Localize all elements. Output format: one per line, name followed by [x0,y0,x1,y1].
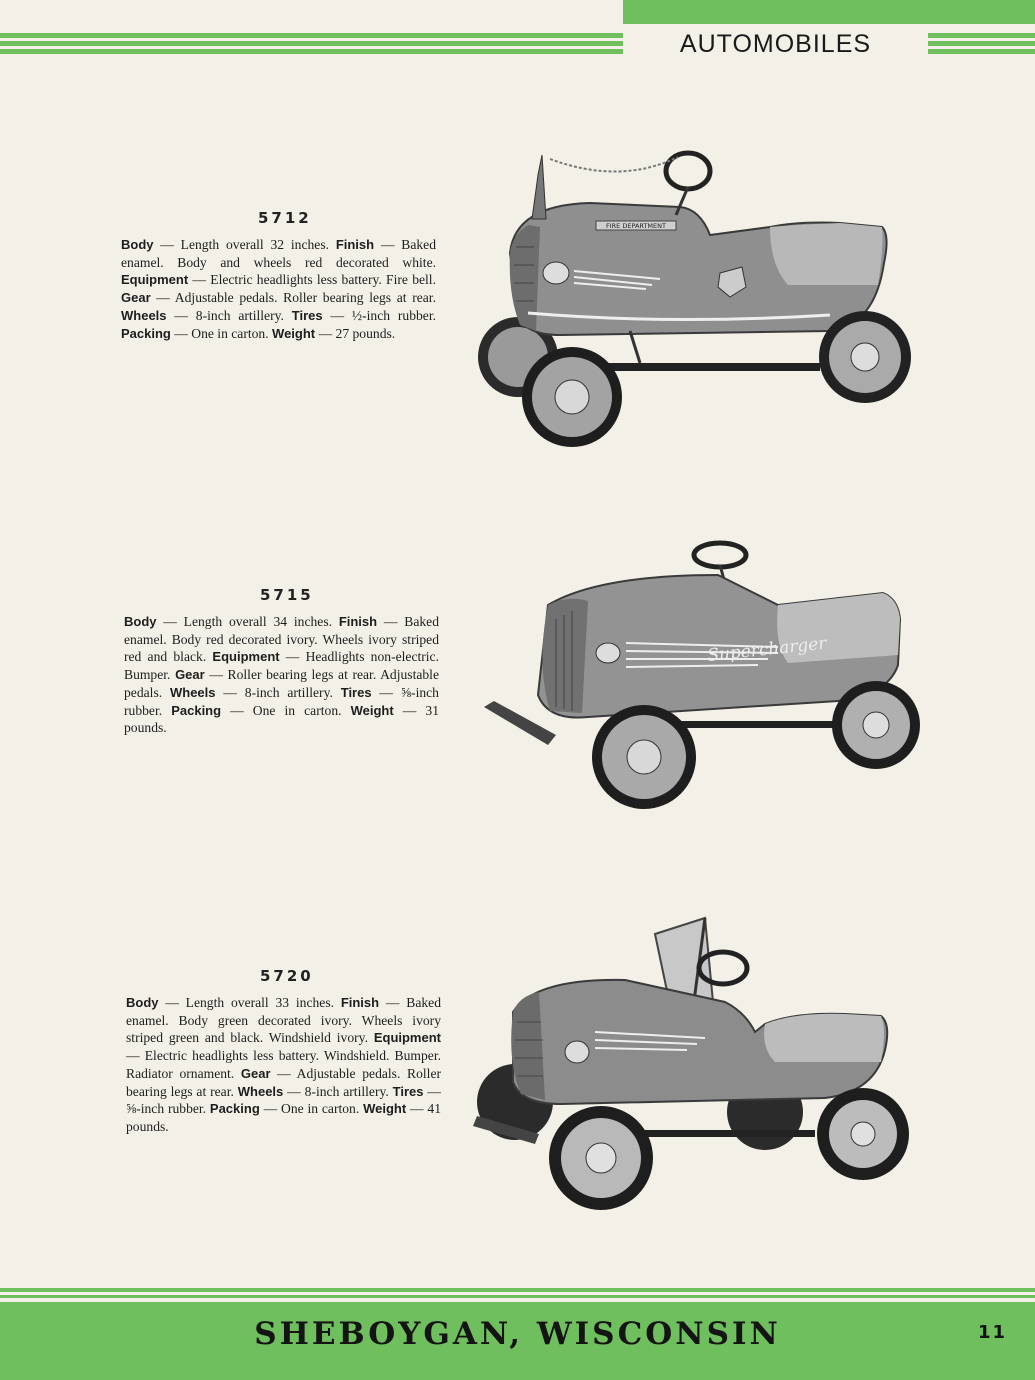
spec-field-label: Packing [121,325,171,341]
spec-field-text: — Baked enamel. Body red decorated ivory. Wheels ivory striped red and black. [124,614,439,665]
pedal-car-windshield-image [465,912,925,1212]
spec-field-text: — 8-inch artillery. [166,307,292,323]
spec-field-label: Wheels [169,684,216,700]
section-title: AUTOMOBILES [679,30,872,58]
spec-field-label: Packing [171,702,222,718]
spec-field-label: Gear [121,290,151,306]
spec-field-text: — One in carton. [221,702,351,718]
spec-field-text: — Headlights non-electric. Bumper. [124,649,439,683]
spec-field-text: — Electric headlights less battery. Windshield. Bumper. Radiator ornament. [126,1048,441,1081]
spec-field-label: Gear [175,667,205,683]
spec-field-text: — 31 pounds. [124,702,440,736]
spec-field-text: — Baked enamel. Body green decorated ivory. Wheels ivory striped green and black. Windshield ivory. [126,995,441,1046]
spec-field-text: — 41 pounds. [126,1101,441,1134]
spec-field-text: — Length overall 34 inches. [156,614,339,629]
spec-field-label: Gear [240,1065,271,1081]
spec-field-label: Weight [350,702,394,718]
spec-field-text: — Adjustable pedals. Roller bearing legs at rear. [126,1065,442,1099]
header-green-block [623,0,1035,24]
footer-stripe-thin [0,1288,1035,1292]
footer-stripe-thin-2 [0,1295,1035,1298]
spec-field-label: Equipment [373,1030,441,1046]
spec-field-label: Wheels [121,307,167,323]
spec-field-text: — 8-inch artillery. [215,684,341,700]
spec-field-text: — Adjustable pedals. Roller bearing legs at rear. [150,290,436,306]
spec-field-text: — Electric headlights less battery. Fire bell. [188,272,436,288]
header-stripes-right [928,33,1035,63]
spec-field-text: — ⅝-inch rubber. [124,684,439,718]
spec-field-text: — Length overall 32 inches. [153,237,336,252]
product-description-5715 [124,613,439,737]
spec-field-text: — Roller bearing legs at rear. Adjustable pedals. [124,667,439,700]
model-number-5715: 5715 [260,586,314,604]
spec-field-text: — One in carton. [170,325,273,341]
spec-field-text: — Baked enamel. Body and wheels red decorated white. [121,237,436,270]
spec-field-label: Finish [338,614,378,629]
car-lettering-fire-department: FIRE DEPARTMENT [606,222,666,230]
spec-field-label: Finish [340,995,380,1010]
spec-field-label: Weight [272,325,316,341]
product-description-5712 [121,236,436,342]
spec-field-label: Tires [291,307,323,323]
footer-location: SHEBOYGAN, WISCONSIN [254,1316,781,1352]
spec-field-label: Body [126,995,159,1010]
spec-field-label: Weight [363,1101,407,1117]
spec-field-text: — ⅝-inch rubber. [126,1083,441,1117]
spec-field-label: Equipment [121,272,189,288]
spec-field-text: — 27 pounds. [315,325,396,341]
page-number: 11 [977,1322,1007,1343]
model-number-5712: 5712 [258,209,312,227]
spec-field-text: — ½-inch rubber. [322,307,436,323]
spec-field-label: Packing [209,1101,260,1117]
pedal-car-supercharger-image [478,535,928,820]
product-description-5720 [126,994,441,1136]
spec-field-label: Finish [335,237,375,252]
spec-field-text: — 8-inch artillery. [283,1083,393,1099]
pedal-car-fire-truck-image [470,135,930,455]
spec-field-label: Tires [340,684,372,700]
spec-field-label: Tires [392,1083,424,1099]
spec-field-text: — One in carton. [259,1101,364,1117]
spec-field-label: Wheels [237,1083,284,1099]
spec-field-text: — Length overall 33 inches. [158,995,341,1010]
spec-field-label: Body [124,614,157,629]
model-number-5720: 5720 [260,967,314,985]
spec-field-label: Equipment [212,649,280,665]
car-lettering-supercharger: Supercharger [706,633,828,666]
spec-field-label: Body [121,237,154,252]
header-stripes-left [0,33,623,63]
